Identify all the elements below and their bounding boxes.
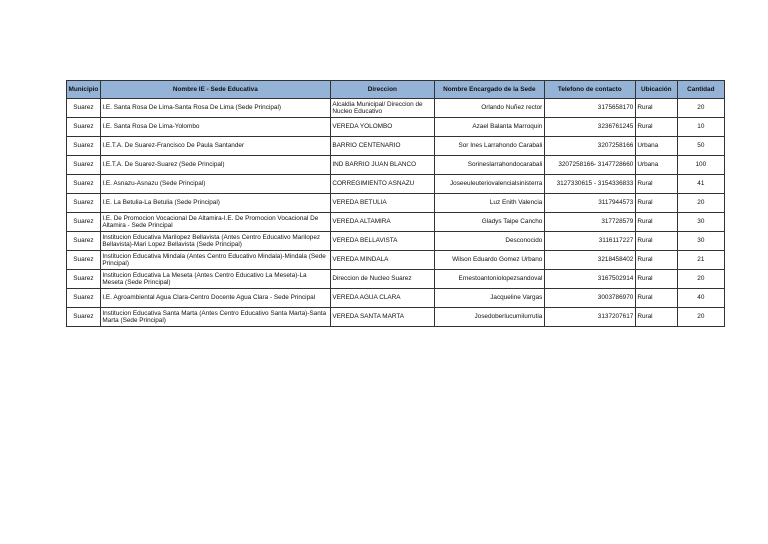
header-direccion: Direccion <box>330 81 434 99</box>
cell-nombre-ie: Institucion Educativa Marilopez Bellavista (Antes Centro Educativo Marilopez Bellavista)-Mari Lopez Bellavista (Sede Principal) <box>100 232 330 251</box>
cell-nombre-ie: I.E. Agroambiental Agua Clara-Centro Docente Agua Clara - Sede Principal <box>100 289 330 308</box>
schools-table <box>66 80 725 327</box>
header-nombre-ie: Nombre IE - Sede Educativa <box>100 81 330 99</box>
cell-nombre-ie: I.E. De Promocion Vocacional De Altamira-I.E. De Promocion Vocacional De Altamira - Sede Principal <box>100 213 330 232</box>
cell-encargado: Ernestoantoniolopezsandoval <box>434 270 544 289</box>
cell-encargado: Azael Balanta Marroquin <box>434 118 544 137</box>
cell-direccion: Direccion de Nucleo Suarez <box>330 270 434 289</box>
cell-cantidad: 10 <box>677 118 724 137</box>
table-row <box>67 118 725 137</box>
cell-direccion: VEREDA BETULIA <box>330 194 434 213</box>
cell-municipio: Suarez <box>67 232 101 251</box>
table-row <box>67 194 725 213</box>
cell-nombre-ie: Institucion Educativa Santa Marta (Antes Centro Educativo Santa Marta)-Santa Marta (Sede Principal) <box>100 308 330 327</box>
cell-direccion: CORREGIMIENTO ASNAZU <box>330 175 434 194</box>
cell-direccion: IND BARRIO JUAN BLANCO <box>330 156 434 175</box>
cell-encargado: Wilson Eduardo Gomez Urbano <box>434 251 544 270</box>
cell-nombre-ie: I.E.T.A. De Suarez-Francisco De Paula Santander <box>100 137 330 156</box>
cell-municipio: Suarez <box>67 289 101 308</box>
spreadsheet-area <box>66 80 725 327</box>
cell-encargado: Desconocido <box>434 232 544 251</box>
cell-nombre-ie: I.E.T.A. De Suarez-Suarez (Sede Principal) <box>100 156 330 175</box>
cell-encargado: Orlando Nuñez rector <box>434 99 544 118</box>
cell-ubicacion: Urbana <box>635 156 677 175</box>
cell-municipio: Suarez <box>67 213 101 232</box>
table-row <box>67 270 725 289</box>
table-row <box>67 232 725 251</box>
cell-cantidad: 20 <box>677 270 724 289</box>
cell-telefono: 3127330615 - 3154336833 <box>544 175 635 194</box>
header-municipio: Municipio <box>67 81 101 99</box>
cell-cantidad: 20 <box>677 99 724 118</box>
cell-ubicacion: Rural <box>635 194 677 213</box>
cell-municipio: Suarez <box>67 270 101 289</box>
cell-nombre-ie: I.E. Asnazu-Asnazu (Sede Principal) <box>100 175 330 194</box>
cell-cantidad: 40 <box>677 289 724 308</box>
cell-encargado: Gladys Taipe Cancho <box>434 213 544 232</box>
cell-nombre-ie: Institucion Educativa La Meseta (Antes Centro Educativo La Meseta)-La Meseta (Sede Principal) <box>100 270 330 289</box>
cell-municipio: Suarez <box>67 137 101 156</box>
cell-nombre-ie: Institucion Educativa Mindala (Antes Centro Educativo Mindala)-Mindala (Sede Principal) <box>100 251 330 270</box>
cell-ubicacion: Rural <box>635 213 677 232</box>
cell-municipio: Suarez <box>67 156 101 175</box>
cell-telefono: 3207258166- 3147728660 <box>544 156 635 175</box>
cell-encargado: Joseeuleuteriovalencialsinisterra <box>434 175 544 194</box>
table-row <box>67 175 725 194</box>
cell-municipio: Suarez <box>67 118 101 137</box>
cell-ubicacion: Rural <box>635 308 677 327</box>
cell-telefono: 3218458402 <box>544 251 635 270</box>
table-row <box>67 213 725 232</box>
table-row <box>67 289 725 308</box>
cell-encargado: Josedoberlucumilurrutia <box>434 308 544 327</box>
cell-cantidad: 21 <box>677 251 724 270</box>
cell-encargado: Sorineslarrahondocarabali <box>434 156 544 175</box>
cell-municipio: Suarez <box>67 251 101 270</box>
cell-ubicacion: Rural <box>635 270 677 289</box>
cell-direccion: VEREDA YOLOMBO <box>330 118 434 137</box>
table-row <box>67 156 725 175</box>
cell-direccion: VEREDA ALTAMIRA <box>330 213 434 232</box>
cell-encargado: Luz Enith Valencia <box>434 194 544 213</box>
cell-ubicacion: Rural <box>635 289 677 308</box>
header-cantidad: Cantidad <box>677 81 724 99</box>
cell-municipio: Suarez <box>67 194 101 213</box>
cell-direccion: VEREDA AGUA CLARA <box>330 289 434 308</box>
cell-telefono: 3236761245 <box>544 118 635 137</box>
cell-direccion: VEREDA MINDALA <box>330 251 434 270</box>
cell-ubicacion: Rural <box>635 118 677 137</box>
cell-telefono: 3175658170 <box>544 99 635 118</box>
header-encargado: Nombre Encargado de la Sede <box>434 81 544 99</box>
cell-telefono: 317728579 <box>544 213 635 232</box>
cell-nombre-ie: I.E. Santa Rosa De Lima-Santa Rosa De Lima (Sede Principal) <box>100 99 330 118</box>
cell-direccion: VEREDA SANTA MARTA <box>330 308 434 327</box>
cell-encargado: Jacqueline Vargas <box>434 289 544 308</box>
header-row <box>67 81 725 99</box>
cell-cantidad: 41 <box>677 175 724 194</box>
table-row <box>67 137 725 156</box>
cell-telefono: 3207258166 <box>544 137 635 156</box>
cell-ubicacion: Rural <box>635 251 677 270</box>
cell-cantidad: 30 <box>677 213 724 232</box>
cell-cantidad: 20 <box>677 194 724 213</box>
cell-nombre-ie: I.E. Santa Rosa De Lima-Yolombo <box>100 118 330 137</box>
cell-ubicacion: Rural <box>635 99 677 118</box>
cell-telefono: 3117944573 <box>544 194 635 213</box>
cell-municipio: Suarez <box>67 308 101 327</box>
cell-municipio: Suarez <box>67 99 101 118</box>
cell-municipio: Suarez <box>67 175 101 194</box>
table-body <box>67 99 725 327</box>
cell-telefono: 3167502914 <box>544 270 635 289</box>
cell-ubicacion: Urbana <box>635 137 677 156</box>
cell-telefono: 3137207617 <box>544 308 635 327</box>
header-ubicacion: Ubicación <box>635 81 677 99</box>
cell-cantidad: 20 <box>677 308 724 327</box>
cell-nombre-ie: I.E. La Betulia-La Betulia (Sede Principal) <box>100 194 330 213</box>
cell-telefono: 3116117227 <box>544 232 635 251</box>
cell-encargado: Sor Ines Larrahondo Carabali <box>434 137 544 156</box>
cell-ubicacion: Rural <box>635 175 677 194</box>
header-telefono: Telefono de contacto <box>544 81 635 99</box>
cell-direccion: BARRIO CENTENARIO <box>330 137 434 156</box>
table-row <box>67 99 725 118</box>
table-row <box>67 251 725 270</box>
cell-ubicacion: Rural <box>635 232 677 251</box>
cell-cantidad: 50 <box>677 137 724 156</box>
cell-cantidad: 30 <box>677 232 724 251</box>
table-row <box>67 308 725 327</box>
cell-direccion: VEREDA BELLAVISTA <box>330 232 434 251</box>
cell-cantidad: 100 <box>677 156 724 175</box>
cell-direccion: Alcaldia Municipal/ Direccion de Nucleo Educativo <box>330 99 434 118</box>
cell-telefono: 3003786970 <box>544 289 635 308</box>
